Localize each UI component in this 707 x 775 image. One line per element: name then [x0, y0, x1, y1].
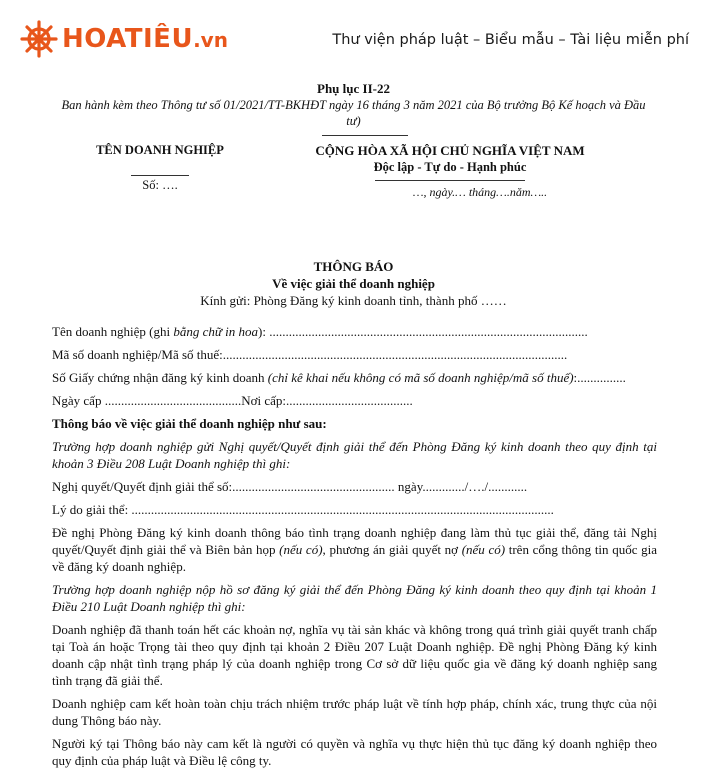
case1-body: Đề nghị Phòng Đăng ký kinh doanh thông báo tình trạng doanh nghiệp đang làm thủ tục giải thể, đăng tải Nghị quyết/Quyết định giải thể và Biên bản họp (nếu có), phương án giải quyết nợ (nếu có) trên cổng thông tin quốc gia về đăng ký doanh nghiệp. — [52, 525, 658, 574]
field-tax-code: Mã số doanh nghiệp/Mã số thuế:.......................................................................................................... — [52, 347, 568, 362]
field-resolution: Nghị quyết/Quyết định giải thể số:.................................................. ngày............./…./............ — [52, 479, 528, 494]
case2-heading: Trường hợp doanh nghiệp nộp hồ sơ đăng ký giải thể đến Phòng Đăng ký kinh doanh theo quy định tại khoản 1 Điều 210 Luật Doanh nghiệp thì ghi: — [52, 582, 657, 614]
document-heading — [0, 136, 707, 216]
recipient: Kính gửi: Phòng Đăng ký kinh doanh tỉnh, thành phố …… — [200, 293, 507, 308]
field-issue-date: Ngày cấp ..........................................Nơi cấp:....................................... — [52, 393, 413, 408]
company-name: TÊN DOANH NGHIỆP — [96, 143, 224, 157]
signer-statement: Người ký tại Thông báo này cam kết là người có quyền và nghĩa vụ thực hiện thủ tục đăng ký doanh nghiệp theo quy định của pháp luật và Điều lệ công ty. — [52, 736, 657, 768]
section-heading: Thông báo về việc giải thể doanh nghiệp như sau: — [52, 416, 327, 431]
field-reason: Lý do giải thể: .................................................................................................................................. — [52, 502, 554, 517]
divider — [131, 175, 189, 176]
republic-title: CỘNG HÒA XÃ HỘI CHỦ NGHĨA VIỆT NAM — [315, 143, 585, 158]
field-company-name: Tên doanh nghiệp (ghi bằng chữ in hoa): .................................................................................................. — [52, 324, 588, 339]
company-block — [60, 142, 260, 194]
commitment: Doanh nghiệp cam kết hoàn toàn chịu trách nhiệm trước pháp luật về tính hợp pháp, chính xác, trung thực của nội dung Thông báo này. — [52, 696, 657, 728]
issued-by: Ban hành kèm theo Thông tư số 01/2021/TT-BKHĐT ngày 16 tháng 3 năm 2021 của Bộ trưởng Bộ Kế hoạch và Đầu tư) — [61, 98, 646, 128]
ship-wheel-icon — [20, 20, 58, 58]
site-header — [0, 0, 707, 84]
case1-heading: Trường hợp doanh nghiệp gửi Nghị quyết/Quyết định giải thể đến Phòng Đăng ký kinh doanh theo quy định tại khoản 3 Điều 208 Luật Doanh nghiệp thì ghi: — [52, 439, 657, 471]
appendix-title: Phụ lục II-22 — [317, 81, 390, 96]
field-certificate: Số Giấy chứng nhận đăng ký kinh doanh (chỉ kê khai nếu không có mã số doanh nghiệp/mã số thuế):............... — [52, 370, 626, 385]
document — [0, 80, 707, 775]
date-line: …, ngày.… tháng….năm….. — [412, 185, 548, 199]
notice-title: THÔNG BÁO — [313, 259, 394, 274]
logo-wordmark: HOATIÊU.vn — [62, 23, 228, 54]
notice-subtitle: Về việc giải thể doanh nghiệp — [272, 276, 435, 291]
site-logo[interactable] — [20, 20, 228, 58]
document-number: Số: …. — [142, 178, 178, 192]
divider — [375, 180, 525, 181]
site-tagline: Thư viện pháp luật – Biểu mẫu – Tài liệu miễn phí — [332, 32, 689, 48]
motto: Độc lập - Tự do - Hạnh phúc — [373, 160, 527, 174]
national-heading — [305, 142, 595, 201]
notice-body — [0, 323, 707, 769]
case2-body: Doanh nghiệp đã thanh toán hết các khoản nợ, nghĩa vụ tài sản khác và không trong quá trình giải quyết tranh chấp tại Toà án hoặc Trọng tài theo quy định tại khoản 2 Điều 207 Luật Doanh nghiệp. Đề nghị Phòng Đăng ký kinh doanh cập nhật tình trạng pháp lý của doanh nghiệp trong Cơ sở dữ liệu quốc gia về đăng ký doanh nghiệp sang tình trạng đã giải thể. — [52, 622, 657, 688]
